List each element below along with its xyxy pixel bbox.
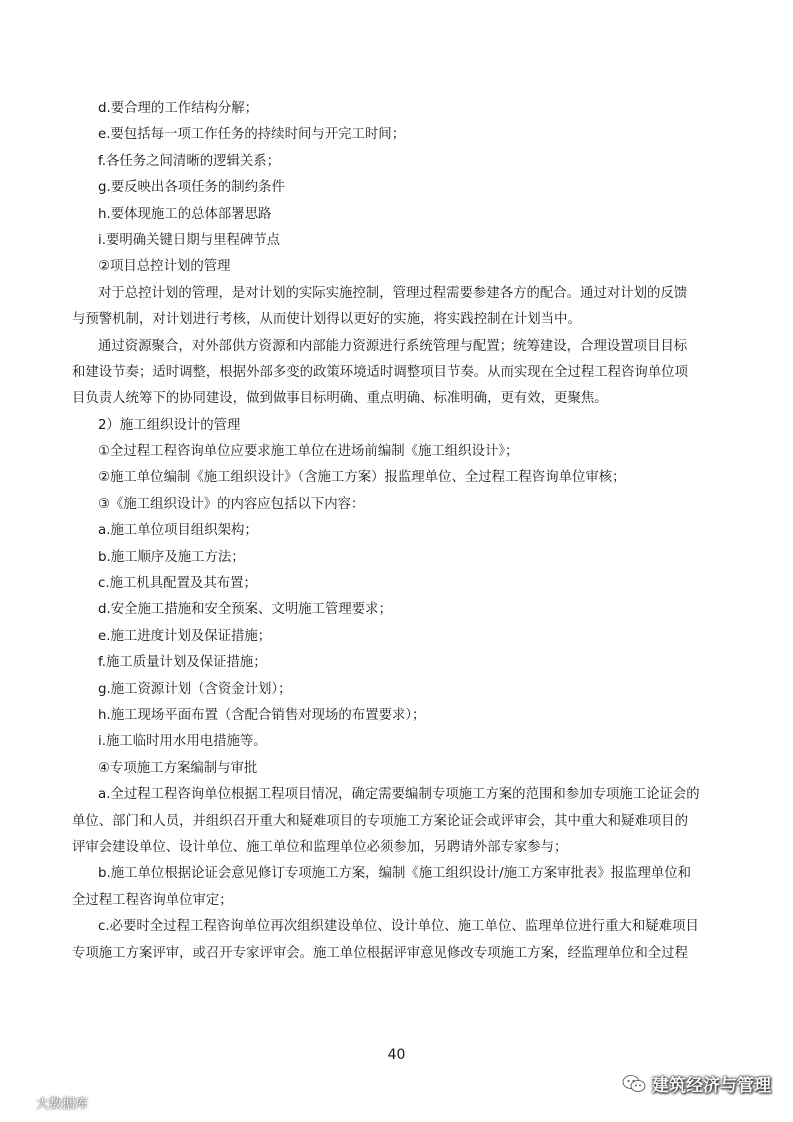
text-line: f.各任务之间清晰的逻辑关系； xyxy=(98,153,281,169)
text-line: i.要明确关键日期与里程碑节点 xyxy=(98,232,281,248)
text-line: b.施工顺序及施工方法； xyxy=(98,549,245,565)
text-line: g.要反映出各项任务的制约条件 xyxy=(98,180,285,196)
left-watermark xyxy=(10,1093,88,1112)
text-line: ②项目总控计划的管理 xyxy=(98,259,231,275)
text-line: d.要合理的工作结构分解； xyxy=(98,101,259,116)
account-watermark xyxy=(622,1071,771,1096)
text-line: 2）施工组织设计的管理 xyxy=(98,417,241,433)
text-line: ②施工单位编制《施工组织设计》（含施工方案）报监理单位、全过程工程咨询单位审核； xyxy=(98,470,626,486)
text-line: e.施工进度计划及保证措施； xyxy=(98,628,272,644)
left-watermark-text: 大数据库 xyxy=(36,1097,89,1112)
text-line: c.必要时全过程工程咨询单位再次组织建设单位、设计单位、施工单位、监理单位进行重大和疑难项目 xyxy=(98,919,699,935)
text-line: i.施工临时用水用电措施等。 xyxy=(98,734,267,750)
document-body xyxy=(72,96,724,967)
text-line: 评审会建设单位、设计单位、施工单位和监理单位必须参加，另聘请外部专家参与； xyxy=(72,839,568,855)
text-line: 全过程工程咨询单位审定； xyxy=(72,892,233,908)
text-line: a.施工单位项目组织架构； xyxy=(98,523,258,539)
text-line: ①全过程工程咨询单位应要求施工单位在进场前编制《施工组织设计》； xyxy=(98,444,519,460)
account-name: 建筑经济与管理 xyxy=(652,1076,771,1096)
text-line: 和建设节奏；适时调整，根据外部多变的政策环境适时调整项目节奏。从而实现在全过程工程咨询单位项 xyxy=(72,364,688,380)
text-line: 目负责人统筹下的协同建设，做到做事目标明确、重点明确、标准明确，更有效，更聚焦。 xyxy=(72,391,608,407)
text-line: h.施工现场平面布置（含配合销售对现场的布置要求）； xyxy=(98,707,426,723)
cc-logo-icon xyxy=(10,1096,32,1110)
text-line: 单位、部门和人员，并组织召开重大和疑难项目的专项施工方案论证会或评审会，其中重大和疑难项目的 xyxy=(72,813,688,829)
wechat-icon xyxy=(622,1074,646,1094)
text-line: ④专项施工方案编制与审批 xyxy=(98,760,258,776)
text-line: c.施工机具配置及其布置； xyxy=(98,576,257,592)
text-line: f.施工质量计划及保证措施； xyxy=(98,655,267,671)
text-line: ③《施工组织设计》的内容应包括以下内容： xyxy=(98,496,365,512)
text-lines xyxy=(72,96,724,967)
text-line: 对于总控计划的管理，是对计划的实际实施控制，管理过程需要参建各方的配合。通过对计划的反馈 xyxy=(98,285,688,301)
text-line: b.施工单位根据论证会意见修订专项施工方案，编制《施工组织设计/施工方案审批表》报监理单位和 xyxy=(98,866,692,882)
text-line: 通过资源聚合，对外部供方资源和内部能力资源进行系统管理与配置；统筹建设，合理设置项目目标 xyxy=(98,338,688,354)
text-line: d.安全施工措施和安全预案、文明施工管理要求； xyxy=(98,602,392,618)
text-line: 与预警机制，对计划进行考核，从而使计划得以更好的实施，将实践控制在计划当中。 xyxy=(72,312,581,328)
text-line: g.施工资源计划（含资金计划）； xyxy=(98,681,292,697)
page-number: 40 xyxy=(387,1047,406,1063)
text-line: e.要包括每一项工作任务的持续时间与开完工时间； xyxy=(98,127,406,143)
text-line: 专项施工方案评审，或召开专家评审会。施工单位根据评审意见修改专项施工方案，经监理单位和全过程 xyxy=(72,945,688,961)
text-line: a.全过程工程咨询单位根据工程项目情况，确定需要编制专项施工方案的范围和参加专项施工论证会的 xyxy=(98,787,700,803)
text-line: h.要体现施工的总体部署思路 xyxy=(98,206,272,222)
